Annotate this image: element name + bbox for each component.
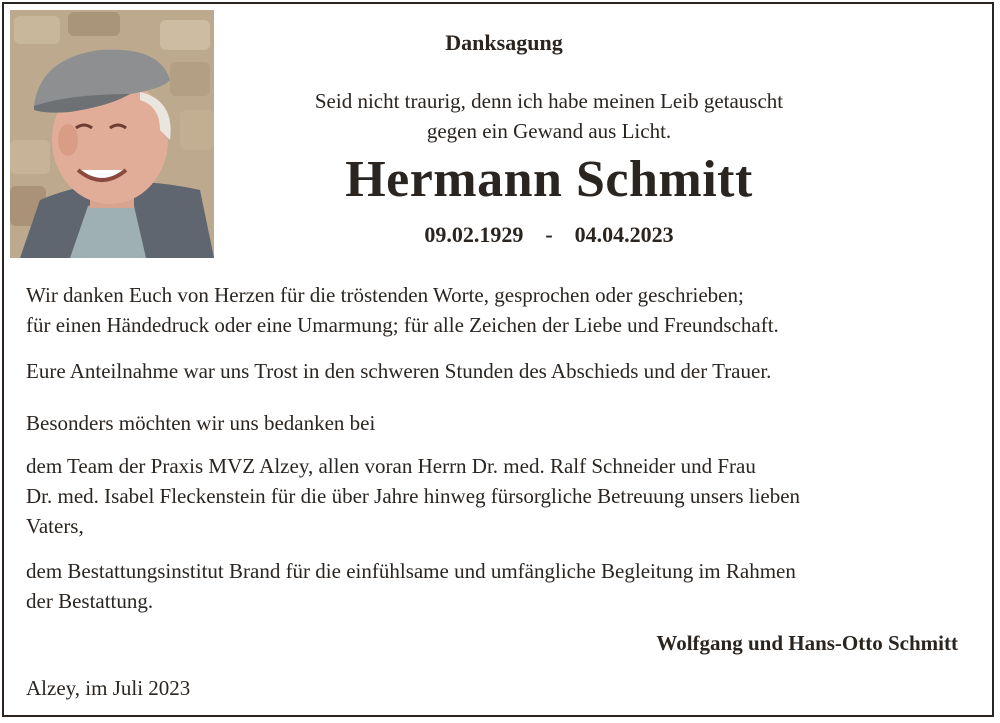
birth-date: 09.02.1929	[424, 222, 524, 247]
date-separator: -	[545, 222, 553, 247]
thanks-paragraph-3	[26, 408, 981, 438]
death-date: 04.04.2023	[574, 222, 674, 247]
motto-line-1: Seid nicht traurig, denn ich habe meinen Leib getauscht	[314, 89, 784, 113]
paragraph-4-line-2: Dr. med. Isabel Fleckenstein für die über Jahre hinweg fürsorgliche Betreuung unsers lieben	[26, 484, 801, 508]
motto-quote	[244, 86, 854, 146]
paragraph-2-text: Eure Anteilnahme war uns Trost in den schweren Stunden des Abschieds und der Trauer.	[26, 359, 772, 383]
obituary-notice	[2, 2, 994, 717]
paragraph-5-line-2: der Bestattung.	[26, 589, 154, 613]
paragraph-3-text: Besonders möchten wir uns bedanken bei	[26, 411, 376, 435]
paragraph-5-line-1: dem Bestattungsinstitut Brand für die einfühlsame und umfängliche Begleitung im Rahmen	[26, 559, 796, 583]
paragraph-4-line-1: dem Team der Praxis MVZ Alzey, allen voran Herrn Dr. med. Ralf Schneider und Frau	[26, 454, 756, 478]
portrait-photo	[10, 10, 214, 258]
signature: Wolfgang und Hans-Otto Schmitt	[656, 631, 958, 655]
deceased-name: Hermann Schmitt	[345, 151, 753, 208]
place-and-date: Alzey, im Juli 2023	[26, 676, 191, 700]
notice-heading: Danksagung	[445, 30, 563, 55]
portrait-illustration	[10, 10, 214, 258]
paragraph-4-line-3: Vaters,	[26, 514, 84, 538]
paragraph-1-line-2: für einen Händedruck oder eine Umarmung; für alle Zeichen der Liebe und Freundschaft.	[26, 313, 779, 337]
life-dates	[324, 222, 774, 248]
thanks-paragraph-4	[26, 451, 981, 541]
motto-line-2: gegen ein Gewand aus Licht.	[426, 119, 672, 143]
thanks-paragraph-1	[26, 280, 981, 340]
thanks-paragraph-2	[26, 356, 981, 386]
paragraph-1-line-1: Wir danken Euch von Herzen für die tröstenden Worte, gesprochen oder geschrieben;	[26, 283, 744, 307]
thanks-paragraph-5	[26, 556, 981, 616]
